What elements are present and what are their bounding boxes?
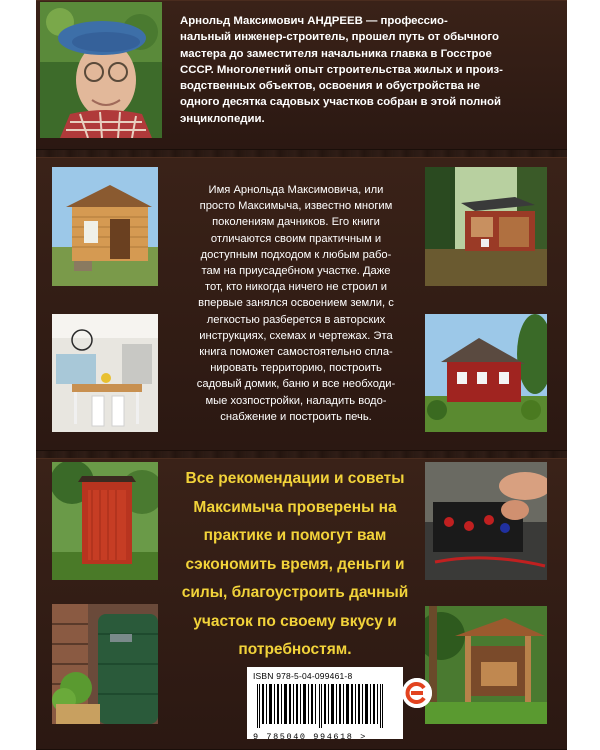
description-line: легкостью разберется в авторских (206, 313, 386, 326)
description-line: инструкциях, схемах и чертежах. Эта (199, 329, 393, 342)
red-cottage-photo (425, 314, 547, 432)
author-bio-line: СССР. Многолетний опыт строительства жилых и произ- (180, 63, 503, 76)
author-portrait-photo (40, 2, 162, 138)
isbn-number: ISBN 978-5-04-099461-8 (253, 671, 353, 681)
description-line: садовый домик, баню и все необходи- (196, 378, 396, 391)
author-bio (180, 13, 556, 127)
red-outhouse-photo (52, 462, 158, 580)
description-line: отличаются своим практичным и (210, 232, 382, 245)
rain-barrel-photo (52, 604, 158, 724)
garden-gazebo-photo (425, 606, 547, 724)
interior-dining-photo (52, 314, 158, 432)
wiring-hands-photo (425, 462, 547, 580)
highlight-line: участок по своему вкусу и (193, 612, 397, 630)
description-line: тот, кто никогда ничего не строил и (205, 281, 387, 294)
author-bio-line: нальный инженер-строитель, прошел путь от обычного (180, 31, 499, 44)
description-line: там на приусадебном участке. Даже (201, 265, 391, 278)
highlight-line: потребностям. (238, 641, 352, 658)
highlight-line: Максимыча проверены на (193, 498, 397, 516)
description-line: Имя Арнольда Максимовича, или (208, 184, 384, 196)
author-bio-line: одного десятка садовых участков собран в этой полной (180, 96, 502, 109)
highlight-line: силы, благоустроить дачный (181, 584, 409, 601)
isbn-barcode (247, 667, 403, 742)
highlight-line: Все рекомендации и советы (185, 470, 405, 487)
highlight-line: практике и помогут вам (203, 527, 387, 544)
description-line: доступным подходом к любым рабо- (200, 248, 392, 261)
description-line: нировать территорию, построить (210, 362, 382, 375)
book-back-cover (36, 0, 567, 750)
description-text (182, 182, 410, 425)
author-bio-line: энциклопедии. (180, 112, 265, 125)
highlight-text (164, 465, 426, 665)
publisher-logo (402, 678, 432, 708)
author-name: Арнольд Максимович АНДРЕЕВ (180, 15, 363, 27)
highlight-line: сэкономить время, деньги и (185, 555, 405, 573)
description-line: поколениям дачников. Его книги (212, 216, 380, 229)
author-bio-line: водственных объектов, освоения и обустройства не (180, 80, 481, 93)
wooden-shed-photo (52, 167, 158, 286)
woodshed-photo (425, 167, 547, 286)
ean-digits: 9 785040 994618 > (253, 732, 367, 742)
description-line: впервые занялся освоением земли, с (198, 297, 394, 310)
description-line: просто Максимыча, известно многим (199, 200, 393, 213)
description-line: книга поможет самостоятельно спла- (199, 346, 393, 359)
author-bio-line: — профессио- (362, 15, 448, 27)
description-line: снабжение и построить печь. (220, 410, 372, 423)
author-bio-line: мастера до заместителя начальника главка в Госстрое (180, 47, 492, 60)
barcode-bars (253, 684, 397, 728)
description-line: мые хозпостройки, наладить водо- (205, 394, 387, 407)
